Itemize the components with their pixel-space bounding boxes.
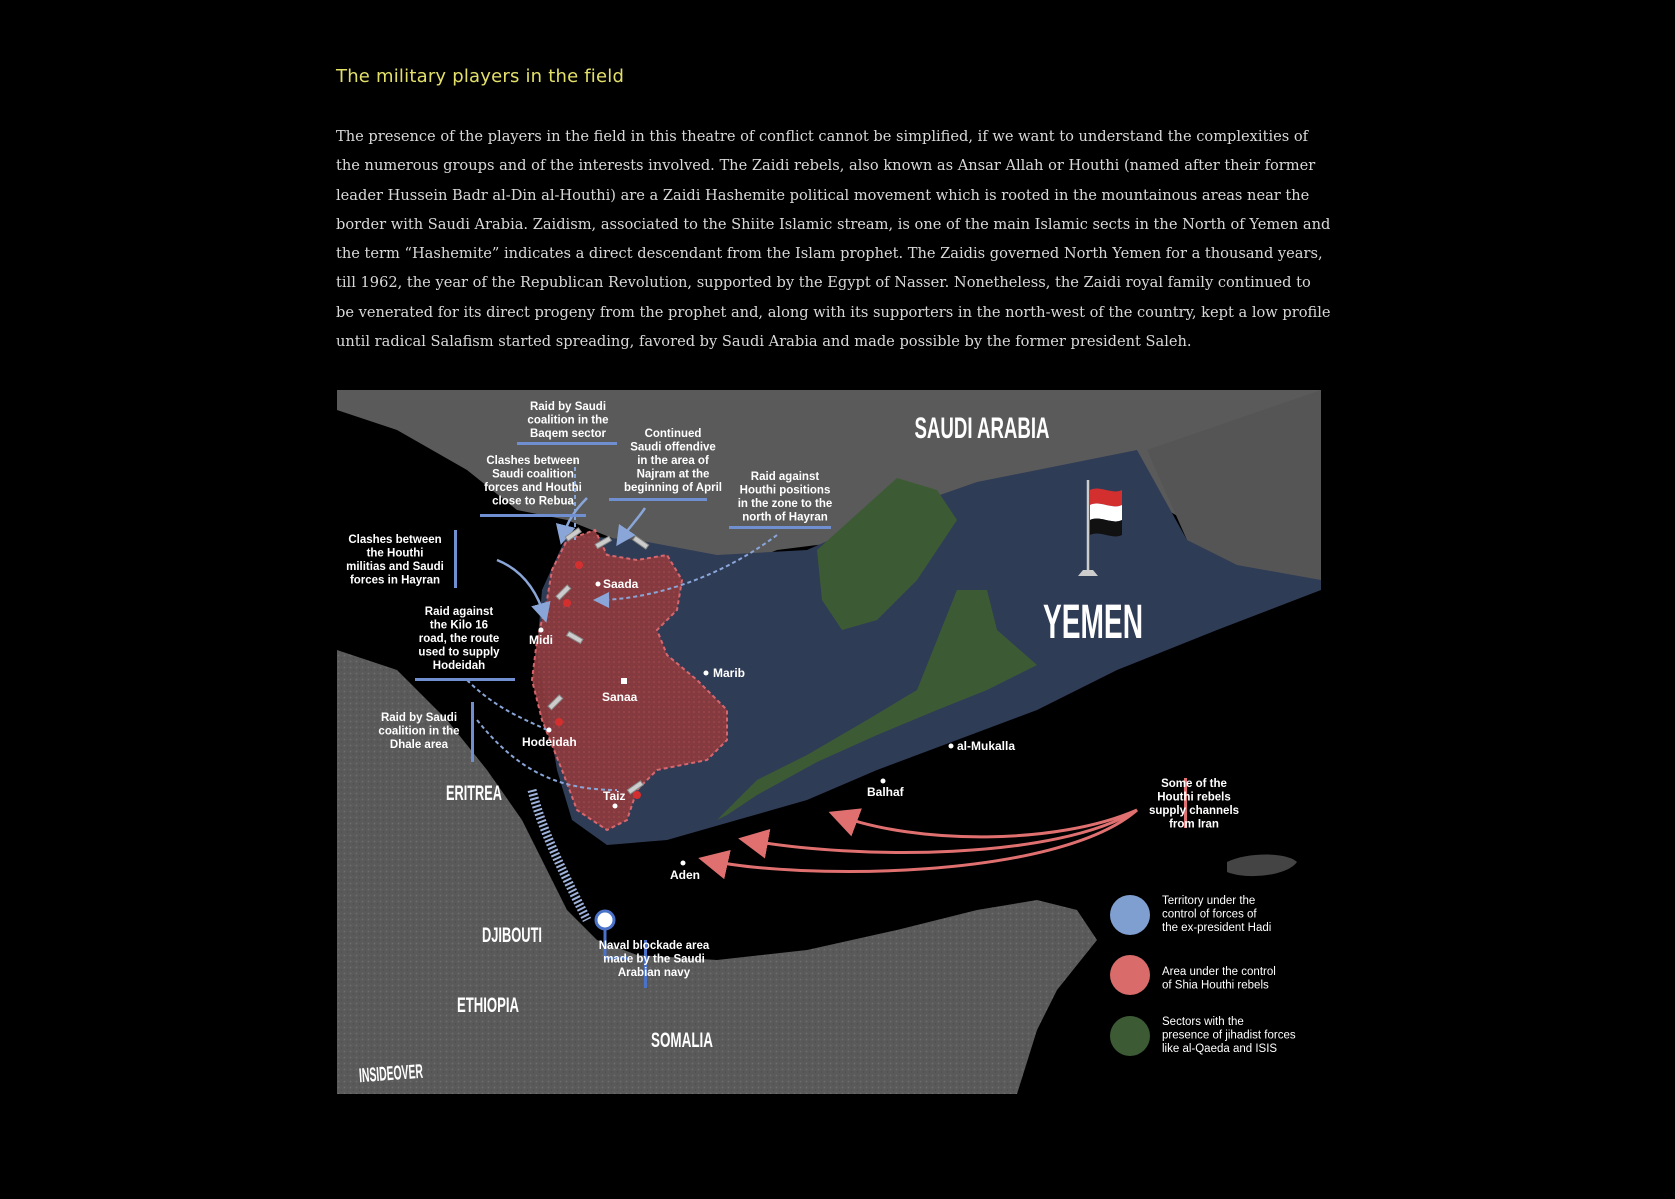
annotation-kilo16: Raid against the Kilo 16 road, the route used to supply Hodeidah — [418, 606, 500, 672]
label-somalia: SOMALIA — [651, 1029, 713, 1052]
annotation-najran: Continued Saudi offendive in the area of Najram at the beginning of April — [624, 428, 722, 494]
label-djibouti: DJIBOUTI — [482, 924, 542, 947]
annotation-rebua: Clashes between Saudi coalition forces and Houthi close to Rebua — [484, 455, 582, 508]
yemen-conflict-map — [337, 390, 1321, 1094]
city-marib: Marib — [713, 666, 746, 680]
inside-over-logo: INSIDEOVER — [358, 1056, 483, 1088]
label-yemen: YEMEN — [1043, 596, 1143, 649]
section-title: The military players in the field — [336, 66, 625, 87]
city-taiz: Taiz — [603, 789, 626, 803]
annotation-iran: Some of the Houthi rebels supply channels from Iran — [1148, 778, 1240, 831]
label-eritrea: ERITREA — [446, 782, 502, 805]
city-saada: Saada — [603, 577, 639, 591]
annotation-dhale: Raid by Saudi coalition in the Dhale area — [378, 712, 460, 751]
city-balhaf: Balhaf — [867, 785, 904, 799]
legend-hadi-label: Territory under the control of forces of the ex-president Hadi — [1162, 895, 1272, 934]
legend-jihadist-swatch — [1110, 1016, 1150, 1056]
legend-houthi-label: Area under the control of Shia Houthi rebels — [1162, 966, 1276, 992]
annotation-north-hayran: Raid against Houthi positions in the zone to the north of Hayran — [737, 471, 833, 524]
city-midi: Midi — [529, 633, 553, 647]
annotation-hayran: Clashes between the Houthi militias and Saudi forces in Hayran — [346, 534, 444, 587]
article-paragraph: The presence of the players in the field in this theatre of conflict cannot be simplified, if we want to understand the complexities of the numerous groups and of the interests involved. The Zaidi rebels, also known as Ansar Allah or Houthi (named after their former leader Hussein Badr al-Din al-Houthi) are a Zaidi Hashemite political movement which is rooted in the mountainous areas near the border with Saudi Arabia. Zaidism, associated to the Shiite Islamic stream, is one of the main Islamic sects in the North of Yemen and the term “Hashemite” indicates a direct descendant from the Islam prophet. The Zaidis governed North Yemen for a thousand years, till 1962, the year of the Republican Revolution, supported by the Egypt of Nasser. Nonetheless, the Zaidi royal family continued to be venerated for its direct progeny from the prophet and, along with its supporters in the north-west of the country, kept a low profile until radical Salafism started spreading, favored by Saudi Arabia and made possible by the former president Saleh. — [336, 128, 1331, 351]
city-aden: Aden — [670, 868, 700, 882]
legend-jihadist-label: Sectors with the presence of jihadist forces like al-Qaeda and ISIS — [1162, 1016, 1296, 1055]
legend-houthi-swatch — [1110, 955, 1150, 995]
naval-blockade-point — [596, 911, 614, 929]
annotation-naval: Naval blockade area made by the Saudi Arabian navy — [598, 940, 710, 979]
city-mukalla: al-Mukalla — [957, 739, 1016, 753]
legend-hadi-swatch — [1110, 895, 1150, 935]
city-hodeidah: Hodeidah — [522, 735, 577, 749]
label-saudi-arabia: SAUDI ARABIA — [914, 412, 1050, 445]
annotation-baqem: Raid by Saudi coalition in the Baqem sector — [527, 401, 609, 440]
label-ethiopia: ETHIOPIA — [457, 994, 519, 1017]
city-sanaa: Sanaa — [602, 690, 638, 704]
